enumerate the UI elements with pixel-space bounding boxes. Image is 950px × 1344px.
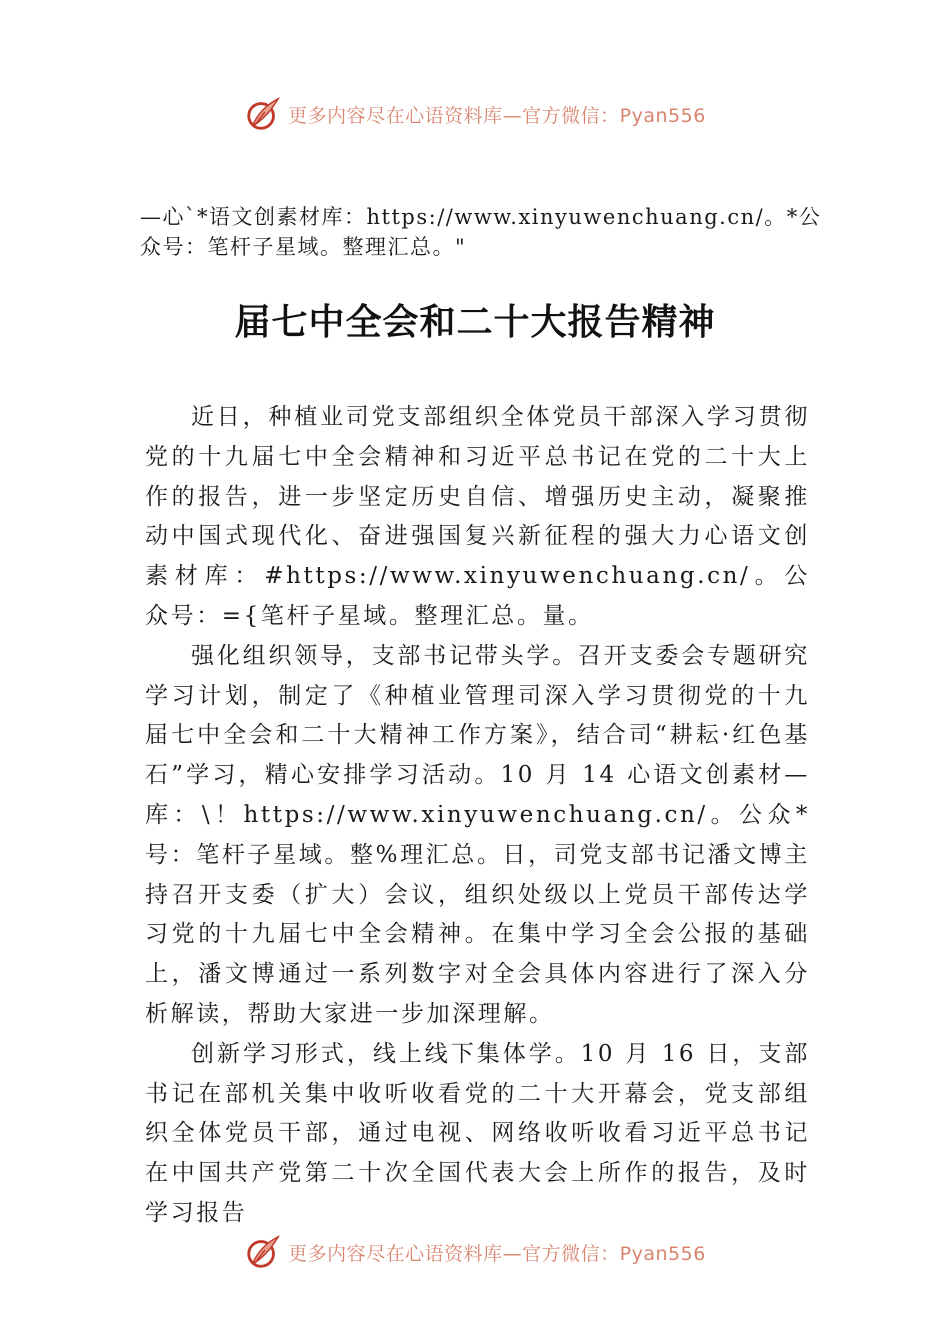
article-body — [145, 398, 810, 1234]
page-title: 届七中全会和二十大报告精神 — [234, 301, 716, 343]
header-banner-text: 更多内容尽在心语资料库—官方微信：Pyan556 — [288, 104, 706, 127]
intro-text: —心`*语文创素材库：https://www.xinyuwenchuang.cn/。*公众号：笔杆子星域。整理汇总。" — [140, 205, 822, 259]
paragraph: 强化组织领导，支部书记带头学。召开支委会专题研究学习计划，制定了《种植业管理司深入学习贯彻党的十九届七中全会和二十大精神工作方案》，结合司“耕耘·红色基石”学习，精心安排学习活动。10 月 14 心语文创素材—库：\！https://www.xinyuwenchuang.cn/。公众*号：笔杆子星域。整%理汇总。日，司党支部书记潘文博主持召开支委（扩大）会议，组织处级以上党员干部传达学习党的十九届七中全会精神。在集中学习全会公报的基础上，潘文博通过一系列数字对全会具体内容进行了深入分析解读，帮助大家进一步加深理解。 — [145, 642, 810, 1027]
footer-banner-text: 更多内容尽在心语资料库—官方微信：Pyan556 — [288, 1242, 706, 1265]
quill-logo-icon — [244, 1233, 282, 1271]
paragraph: 近日，种植业司党支部组织全体党员干部深入学习贯彻党的十九届七中全会精神和习近平总书记在党的二十大上 作的报告，进一步坚定历史自信、增强历史主动，凝聚推动中国式现代化、奋进强国复兴新征程的强大力心语文创素材库：#https://www.xinyuwenchuang.cn/。公众号：={笔杆子星域。整理汇总。量。 — [145, 404, 810, 629]
paragraph: 创新学习形式，线上线下集体学。10 月 16 日，支部书记在部机关集中收听收看党的二十大开幕会，党支部组织全体党员干部，通过电视、网络收听收看习近平总书记在中国共产党第二十次全国代表大会上所作的报告，及时学习报告 — [145, 1040, 810, 1226]
header-banner — [0, 94, 950, 134]
quill-logo-icon — [244, 95, 282, 133]
footer-banner — [0, 1232, 950, 1272]
